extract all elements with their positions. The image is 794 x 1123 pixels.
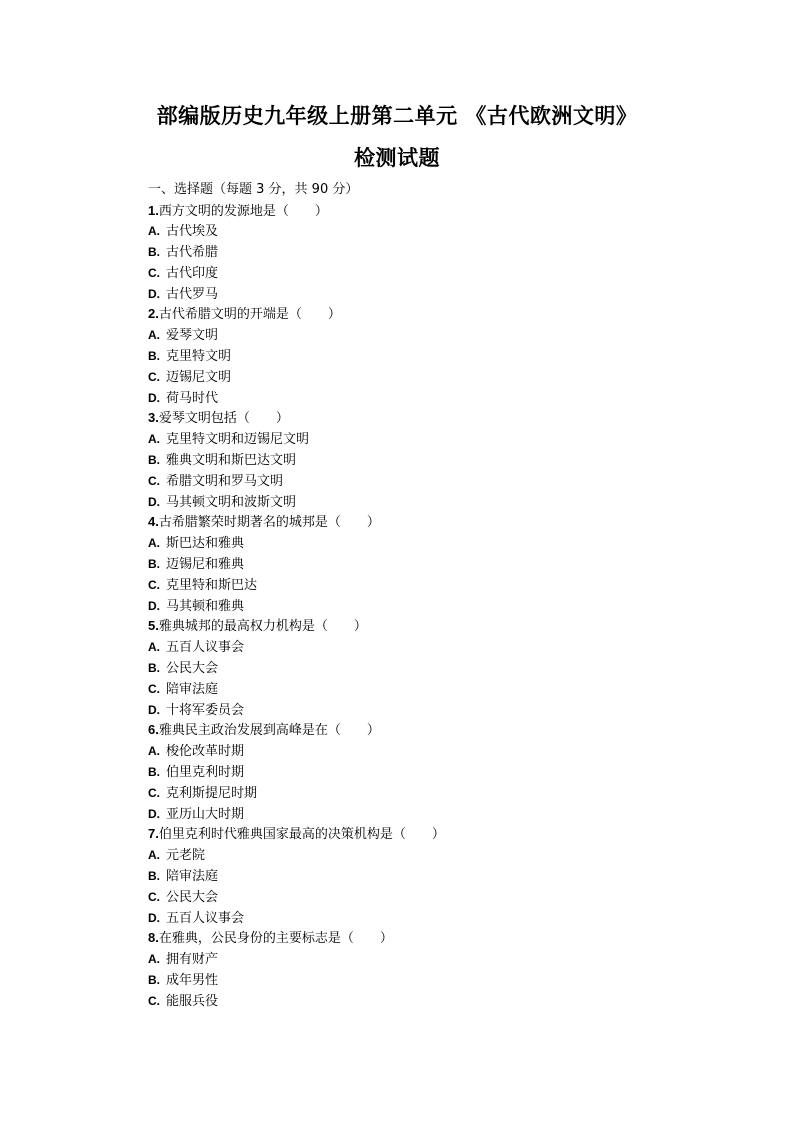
option-letter: B. <box>148 453 160 468</box>
question-item <box>148 201 708 305</box>
option-letter: A. <box>148 224 160 239</box>
option-text: 荷马时代 <box>166 390 219 406</box>
question-stem: 伯里克利时代雅典国家最高的决策机构是（ ） <box>158 827 445 843</box>
option-letter: C. <box>148 265 160 280</box>
question-stem: 爱琴文明包括（ ） <box>158 411 289 427</box>
answer-option <box>148 533 708 554</box>
option-letter: C. <box>148 681 160 696</box>
option-text: 元老院 <box>166 848 206 864</box>
option-letter: B. <box>148 972 160 987</box>
option-text: 希腊文明和罗马文明 <box>166 473 284 489</box>
option-letter: B. <box>148 765 160 780</box>
option-text: 五百人议事会 <box>166 910 245 926</box>
question-item <box>148 824 708 928</box>
option-letter: A. <box>148 432 160 447</box>
option-text: 克里特文明 <box>166 349 232 365</box>
question-stem: 在雅典，公民身份的主要标志是（ ） <box>158 931 393 947</box>
option-letter: B. <box>148 349 160 364</box>
question-item <box>148 304 708 408</box>
question-item <box>148 720 708 824</box>
answer-option <box>148 679 708 700</box>
option-letter: D. <box>148 390 160 405</box>
answer-option <box>148 949 708 970</box>
question-stem-line <box>148 408 708 429</box>
option-letter: B. <box>148 869 160 883</box>
option-text: 古代埃及 <box>166 224 219 240</box>
option-text: 马其顿文明和波斯文明 <box>166 494 297 510</box>
answer-option <box>148 575 708 596</box>
section-heading: 一、选择题（每题 3 分，共 90 分） <box>148 182 359 197</box>
option-text: 迈锡尼和雅典 <box>166 557 245 573</box>
option-letter: D. <box>148 286 160 301</box>
answer-option <box>148 783 708 804</box>
answer-option <box>148 325 708 346</box>
answer-option <box>148 804 708 825</box>
answer-option <box>148 887 708 908</box>
option-letter: A. <box>148 640 160 655</box>
option-text: 拥有财产 <box>166 952 219 968</box>
question-stem: 古代希腊文明的开端是（ ） <box>158 307 341 323</box>
option-letter: C. <box>148 577 160 592</box>
option-letter: C. <box>148 473 160 488</box>
question-stem: 古希腊繁荣时期著名的城邦是（ ） <box>158 515 380 531</box>
question-stem-line <box>148 616 708 637</box>
question-number: 4. <box>148 514 159 530</box>
question-stem-line <box>148 824 708 845</box>
answer-option <box>148 908 708 929</box>
option-text: 梭伦改革时期 <box>166 744 245 760</box>
option-letter: D. <box>148 494 160 509</box>
answer-option <box>148 242 708 263</box>
option-letter: A. <box>148 536 160 551</box>
option-letter: B. <box>148 661 160 676</box>
answer-option <box>148 762 708 783</box>
option-text: 能服兵役 <box>166 993 219 1009</box>
option-text: 成年男性 <box>166 972 219 988</box>
question-stem: 西方文明的发源地是（ ） <box>158 203 328 219</box>
option-text: 公民大会 <box>166 661 219 677</box>
question-number: 6. <box>148 722 159 738</box>
answer-option <box>148 492 708 513</box>
option-text: 斯巴达和雅典 <box>166 536 245 552</box>
option-text: 陪审法庭 <box>166 681 219 697</box>
question-number: 3. <box>148 410 159 426</box>
answer-option <box>148 346 708 367</box>
question-item <box>148 408 708 512</box>
question-stem-line <box>148 304 708 325</box>
option-text: 克里特和斯巴达 <box>166 577 258 593</box>
question-stem-line <box>148 201 708 222</box>
question-stem-line <box>148 512 708 533</box>
option-text: 亚历山大时期 <box>166 806 245 822</box>
question-item <box>148 512 708 616</box>
option-text: 雅典文明和斯巴达文明 <box>166 453 297 469</box>
answer-option <box>148 429 708 450</box>
answer-option <box>148 554 708 575</box>
answer-option <box>148 658 708 679</box>
question-stem: 雅典民主政治发展到高峰是在（ ） <box>158 723 380 739</box>
option-letter: A. <box>148 328 160 343</box>
option-text: 马其顿和雅典 <box>166 598 245 614</box>
answer-option <box>148 845 708 866</box>
option-text: 五百人议事会 <box>166 640 245 656</box>
question-item <box>148 616 708 720</box>
document-title: 部编版历史九年级上册第二单元 《古代欧洲文明》 <box>156 104 638 128</box>
answer-option <box>148 700 708 721</box>
document-subtitle: 检测试题 <box>354 146 440 170</box>
option-letter: D. <box>148 806 160 821</box>
option-text: 十将军委员会 <box>166 702 245 718</box>
question-stem-line <box>148 928 708 949</box>
answer-option <box>148 450 708 471</box>
question-item <box>148 928 708 1011</box>
answer-option <box>148 388 708 409</box>
option-letter: A. <box>148 848 160 863</box>
option-text: 迈锡尼文明 <box>166 369 232 385</box>
option-letter: A. <box>148 952 160 967</box>
option-letter: B. <box>148 557 160 572</box>
question-list <box>148 201 708 1012</box>
answer-option <box>148 970 708 991</box>
option-letter: A. <box>148 744 160 759</box>
option-text: 古代罗马 <box>166 286 219 302</box>
answer-option <box>148 741 708 762</box>
question-stem-line <box>148 720 708 741</box>
option-letter: C. <box>148 889 160 904</box>
answer-option <box>148 866 708 887</box>
option-letter: B. <box>148 245 160 260</box>
question-number: 5. <box>148 618 159 634</box>
answer-option <box>148 991 708 1012</box>
option-letter: C. <box>148 369 160 384</box>
option-text: 伯里克利时期 <box>166 765 245 781</box>
question-stem: 雅典城邦的最高权力机构是（ ） <box>158 619 367 635</box>
option-text: 古代希腊 <box>166 245 219 261</box>
option-letter: C. <box>148 785 160 800</box>
answer-option <box>148 263 708 284</box>
question-number: 7. <box>148 826 159 842</box>
answer-option <box>148 221 708 242</box>
question-number: 8. <box>148 930 159 946</box>
option-letter: D. <box>148 910 160 925</box>
option-text: 公民大会 <box>166 889 219 905</box>
answer-option <box>148 637 708 658</box>
option-letter: D. <box>148 598 160 613</box>
answer-option <box>148 471 708 492</box>
option-letter: C. <box>148 993 160 1008</box>
option-text: 爱琴文明 <box>166 328 219 344</box>
question-number: 2. <box>148 306 159 322</box>
option-text: 古代印度 <box>166 265 219 281</box>
answer-option <box>148 284 708 305</box>
answer-option <box>148 367 708 388</box>
option-text: 陪审法庭 <box>166 869 219 884</box>
option-text: 克里特文明和迈锡尼文明 <box>166 432 310 448</box>
option-text: 克利斯提尼时期 <box>166 785 258 801</box>
option-letter: D. <box>148 702 160 717</box>
answer-option <box>148 596 708 617</box>
question-number: 1. <box>148 202 159 218</box>
